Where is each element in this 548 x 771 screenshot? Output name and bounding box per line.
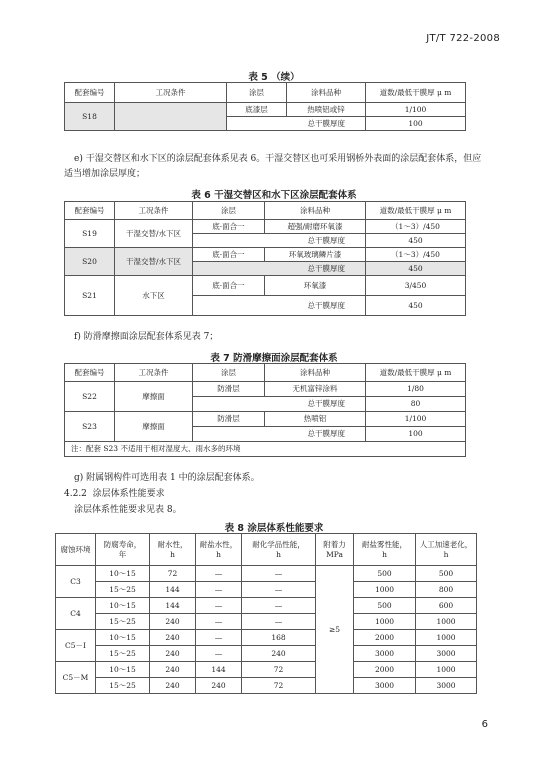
corrosion-env: C5－I (56, 630, 96, 662)
table-6-header: 工况条件 (115, 202, 193, 220)
package-id: S19 (65, 220, 115, 248)
section-heading (64, 487, 165, 502)
design-life: 15～25 (96, 582, 150, 598)
water-resistance: 240 (150, 678, 196, 694)
table-8-caption: 表 8 涂层体系性能要求 (224, 523, 324, 534)
salt-water-resistance: — (196, 614, 242, 630)
accelerated-aging: 1000 (416, 614, 477, 630)
table-7-note: 注：配套 S23 不适用于相对湿度大、雨水多的环境 (65, 442, 466, 457)
coat-spec: 1/100 (366, 103, 466, 117)
package-id: S23 (65, 412, 115, 442)
table-7-header: 涂层 (193, 364, 265, 382)
accelerated-aging: 1000 (416, 630, 477, 646)
salt-water-resistance: — (196, 630, 242, 646)
coating-layer: 底漆层 (227, 103, 287, 117)
chemical-resistance: — (242, 582, 316, 598)
coat-spec: 1/100 (366, 412, 466, 427)
table-6-header: 涂料品种 (265, 202, 366, 220)
water-resistance: 240 (150, 662, 196, 678)
coating-layer: 底·面合一 (193, 276, 265, 296)
table-7-header: 工况条件 (115, 364, 193, 382)
condition: 摩擦面 (115, 382, 193, 412)
design-life: 10～15 (96, 630, 150, 646)
coat-spec: （1～3）/450 (366, 220, 466, 234)
water-resistance: 72 (150, 566, 196, 582)
table-8-header: 人工加速老化， h (416, 534, 477, 566)
chemical-resistance: — (242, 614, 316, 630)
total-thickness: 450 (366, 296, 466, 316)
salt-water-resistance: — (196, 582, 242, 598)
coating-product: 环氧漆 (265, 276, 366, 296)
table-6-caption: 表 6 干湿交替区和水下区涂层配套体系 (191, 190, 357, 201)
total-thickness-label: 总干膜厚度 (193, 296, 366, 316)
design-life: 10～15 (96, 662, 150, 678)
section-title: 涂层体系性能要求 (92, 489, 165, 499)
total-thickness: 450 (366, 262, 466, 276)
table-8-header: 附着力 MPa (316, 534, 354, 566)
condition: 干湿交替/水下区 (115, 220, 193, 248)
table-5-header: 配套编号 (65, 83, 115, 103)
salt-water-resistance: 240 (196, 678, 242, 694)
corrosion-env: C5－M (56, 662, 96, 694)
chemical-resistance: 72 (242, 678, 316, 694)
package-id: S18 (65, 103, 115, 131)
water-resistance: 240 (150, 614, 196, 630)
table-5-header: 涂层 (227, 83, 287, 103)
corrosion-env: C4 (56, 598, 96, 630)
paragraph-e: e) 干湿交替区和水下区的涂层配套体系见表 6。干湿交替区也可采用钢桥外表面的涂层配套体系，但应适当增加涂层厚度； (64, 154, 482, 179)
design-life: 10～15 (96, 566, 150, 582)
total-thickness: 100 (366, 427, 466, 442)
table-7-caption: 表 7 防滑摩擦面涂层配套体系 (210, 353, 338, 364)
water-resistance: 240 (150, 646, 196, 662)
package-id: S22 (65, 382, 115, 412)
coating-product: 热喷铝或锌 (287, 103, 366, 117)
salt-water-resistance: — (196, 646, 242, 662)
total-thickness: 80 (366, 397, 466, 412)
design-life: 15～25 (96, 678, 150, 694)
page-number: 6 (481, 719, 488, 730)
condition: 水下区 (115, 276, 193, 316)
chemical-resistance: 240 (242, 646, 316, 662)
salt-fog: 2000 (354, 630, 416, 646)
chemical-resistance: — (242, 598, 316, 614)
package-id: S20 (65, 248, 115, 276)
total-thickness-label: 总干膜厚度 (193, 427, 366, 442)
salt-fog: 2000 (354, 662, 416, 678)
total-thickness-label: 总干膜厚度 (193, 234, 366, 248)
table-8-header: 腐蚀环境 (56, 534, 96, 566)
salt-water-resistance: 144 (196, 662, 242, 678)
total-thickness-label: 总干膜厚度 (193, 397, 366, 412)
table-8-header: 耐盐雾性能， h (354, 534, 416, 566)
coating-product: 无机富锌涂料 (265, 382, 366, 397)
salt-fog: 500 (354, 566, 416, 582)
table-5-caption: 表 5 （续） (248, 72, 300, 83)
design-life: 10～15 (96, 598, 150, 614)
table-8-header: 耐化学品性能， h (242, 534, 316, 566)
table-6 (64, 201, 466, 316)
total-thickness: 100 (366, 117, 466, 131)
water-resistance: 144 (150, 598, 196, 614)
salt-fog: 3000 (354, 646, 416, 662)
design-life: 15～25 (96, 614, 150, 630)
table-5-header: 涂料品种 (287, 83, 366, 103)
total-thickness: 450 (366, 234, 466, 248)
condition (115, 103, 227, 131)
coat-spec: 3/450 (366, 276, 466, 296)
paragraph-g: g) 附属钢构件可选用表 1 中的涂层配套体系。 (74, 473, 260, 483)
chemical-resistance: 168 (242, 630, 316, 646)
table-7-header: 涂料品种 (265, 364, 366, 382)
adhesion: ≥5 (316, 566, 354, 694)
accelerated-aging: 800 (416, 582, 477, 598)
table-8-header: 耐盐水性， h (196, 534, 242, 566)
table-7 (64, 363, 466, 457)
salt-fog: 1000 (354, 614, 416, 630)
table-5-header: 工况条件 (115, 83, 227, 103)
table-8-header: 耐水性， h (150, 534, 196, 566)
design-life: 15～25 (96, 646, 150, 662)
condition: 摩擦面 (115, 412, 193, 442)
chemical-resistance: 72 (242, 662, 316, 678)
total-thickness-label: 总干膜厚度 (193, 262, 366, 276)
coating-layer: 底·面合一 (193, 248, 265, 262)
accelerated-aging: 3000 (416, 678, 477, 694)
accelerated-aging: 1000 (416, 662, 477, 678)
table-8 (55, 533, 477, 694)
table-6-header: 涂层 (193, 202, 265, 220)
corrosion-env: C3 (56, 566, 96, 598)
paragraph-f: f) 防滑摩擦面涂层配套体系见表 7； (74, 332, 219, 342)
coat-spec: 1/80 (366, 382, 466, 397)
condition: 干湿交替/水下区 (115, 248, 193, 276)
coating-layer: 防滑层 (193, 412, 265, 427)
water-resistance: 144 (150, 582, 196, 598)
table-7-header: 道数/最低干膜厚 μ m (366, 364, 466, 382)
table-8-header: 防腐寿命， 年 (96, 534, 150, 566)
accelerated-aging: 500 (416, 566, 477, 582)
table-6-header: 配套编号 (65, 202, 115, 220)
water-resistance: 240 (150, 630, 196, 646)
total-thickness-label: 总干膜厚度 (227, 117, 366, 131)
salt-water-resistance: — (196, 598, 242, 614)
coat-spec: （1～3）/450 (366, 248, 466, 262)
table-5-header: 道数/最低干膜厚 μ m (366, 83, 466, 103)
table-6-header: 道数/最低干膜厚 μ m (366, 202, 466, 220)
table-7-header: 配套编号 (65, 364, 115, 382)
salt-fog: 500 (354, 598, 416, 614)
coating-product: 热喷铝 (265, 412, 366, 427)
salt-water-resistance: — (196, 566, 242, 582)
coating-layer: 防滑层 (193, 382, 265, 397)
coating-layer: 底·面合一 (193, 220, 265, 234)
accelerated-aging: 600 (416, 598, 477, 614)
coating-product: 环氧玻璃鳞片漆 (265, 248, 366, 262)
package-id: S21 (65, 276, 115, 316)
section-number: 4.2.2 (64, 489, 87, 499)
paragraph-table8-intro: 涂层体系性能要求见表 8。 (74, 505, 182, 515)
chemical-resistance: — (242, 566, 316, 582)
running-header: JT/T 722-2008 (426, 33, 500, 44)
accelerated-aging: 3000 (416, 646, 477, 662)
table-5 (64, 82, 466, 131)
coating-product: 超强/耐磨环氧漆 (265, 220, 366, 234)
salt-fog: 3000 (354, 678, 416, 694)
salt-fog: 1000 (354, 582, 416, 598)
